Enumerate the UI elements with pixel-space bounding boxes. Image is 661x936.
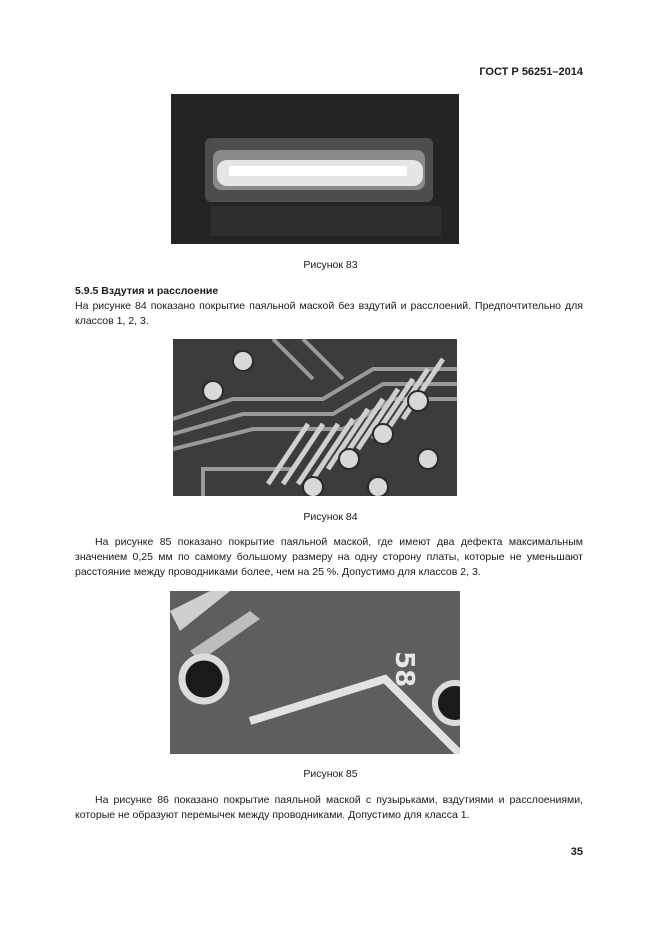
board-marking-text: 58 bbox=[389, 651, 419, 688]
figure-85-paragraph: На рисунке 85 показано покрытие паяльной маской, где имеют два дефекта максимальным значением 0,25 мм по самому большому размеру на одну сторону платы, которые не уменьшают расстояние между проводниками более, чем на 25 %. Допустимо для классов 2, 3. bbox=[75, 536, 583, 578]
document-header: ГОСТ Р 56251–2014 bbox=[479, 66, 583, 78]
section-heading: 5.9.5 Вздутия и расслоение bbox=[75, 285, 219, 297]
figure-83-caption: Рисунок 83 bbox=[303, 259, 358, 271]
figure-85-image bbox=[170, 591, 460, 754]
figure-84-caption: Рисунок 84 bbox=[303, 511, 358, 523]
page-number: 35 bbox=[570, 846, 583, 858]
figure-83-image bbox=[171, 94, 459, 244]
section-intro-paragraph: На рисунке 84 показано покрытие паяльной маской без вздутий и расслоений. Предпочтительно для классов 1, 2, 3. bbox=[75, 300, 583, 327]
figure-84-image bbox=[173, 339, 457, 496]
figure-85-caption: Рисунок 85 bbox=[303, 768, 358, 780]
figure-86-paragraph: На рисунке 86 показано покрытие паяльной маской с пузырьками, вздутиями и расслоениями, которые не образуют перемычек между проводниками. Допустимо для класса 1. bbox=[75, 794, 583, 821]
